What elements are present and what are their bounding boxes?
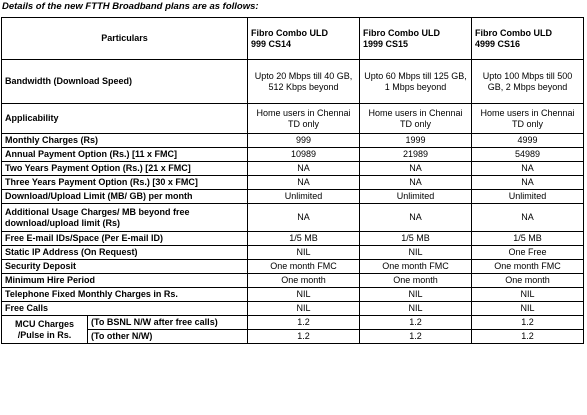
row-value: NA — [472, 176, 584, 190]
mcu-row — [2, 316, 584, 330]
ftth-plans-table — [1, 17, 584, 344]
plan-header-cs15: Fibro Combo ULD 1999 CS15 — [360, 18, 472, 60]
mcu-value: 1.2 — [248, 316, 360, 330]
row-value: NIL — [248, 302, 360, 316]
table-row — [2, 134, 584, 148]
mcu-value: 1.2 — [472, 330, 584, 344]
row-value: One month FMC — [360, 260, 472, 274]
row-label: Free Calls — [2, 302, 248, 316]
row-value: Upto 20 Mbps till 40 GB, 512 Kbps beyond — [248, 60, 360, 104]
row-label: Annual Payment Option (Rs.) [11 x FMC] — [2, 148, 248, 162]
row-value: 4999 — [472, 134, 584, 148]
row-value: NA — [360, 204, 472, 232]
row-value: One month FMC — [248, 260, 360, 274]
row-value: 1999 — [360, 134, 472, 148]
row-value: Home users in Chennai TD only — [248, 104, 360, 134]
mcu-row — [2, 330, 584, 344]
row-value: One month — [248, 274, 360, 288]
row-label: Telephone Fixed Monthly Charges in Rs. — [2, 288, 248, 302]
particulars-header: Particulars — [2, 18, 248, 60]
row-value: 1/5 MB — [360, 232, 472, 246]
row-value: 10989 — [248, 148, 360, 162]
row-value: NA — [248, 176, 360, 190]
row-label: Monthly Charges (Rs) — [2, 134, 248, 148]
table-row — [2, 176, 584, 190]
row-label: Free E-mail IDs/Space (Per E-mail ID) — [2, 232, 248, 246]
row-value: 999 — [248, 134, 360, 148]
table-row — [2, 246, 584, 260]
row-value: Unlimited — [360, 190, 472, 204]
row-value: Unlimited — [248, 190, 360, 204]
row-value: NA — [360, 162, 472, 176]
row-label: Minimum Hire Period — [2, 274, 248, 288]
row-value: NA — [248, 204, 360, 232]
table-row — [2, 162, 584, 176]
plan-header-cs16: Fibro Combo ULD 4999 CS16 — [472, 18, 584, 60]
row-value: NIL — [248, 288, 360, 302]
row-label: Security Deposit — [2, 260, 248, 274]
table-row — [2, 288, 584, 302]
row-label: Applicability — [2, 104, 248, 134]
row-label: Static IP Address (On Request) — [2, 246, 248, 260]
row-value: NA — [360, 176, 472, 190]
mcu-sub-label: (To other N/W) — [88, 330, 248, 344]
row-label: Additional Usage Charges/ MB beyond free download/upload limit (Rs) — [2, 204, 248, 232]
mcu-charges-label: MCU Charges /Pulse in Rs. — [2, 316, 88, 344]
mcu-sub-label: (To BSNL N/W after free calls) — [88, 316, 248, 330]
row-value: NIL — [360, 246, 472, 260]
plan-header-cs14: Fibro Combo ULD 999 CS14 — [248, 18, 360, 60]
table-caption: Details of the new FTTH Broadband plans are as follows: — [2, 1, 259, 12]
row-value: Upto 60 Mbps till 125 GB, 1 Mbps beyond — [360, 60, 472, 104]
table-row — [2, 232, 584, 246]
row-value: NA — [472, 162, 584, 176]
mcu-value: 1.2 — [248, 330, 360, 344]
table-row — [2, 302, 584, 316]
row-label: Three Years Payment Option (Rs.) [30 x FMC] — [2, 176, 248, 190]
row-value: Home users in Chennai TD only — [472, 104, 584, 134]
row-value: NIL — [472, 302, 584, 316]
row-value: One Free — [472, 246, 584, 260]
row-value: 1/5 MB — [248, 232, 360, 246]
row-value: NIL — [248, 246, 360, 260]
row-value: 54989 — [472, 148, 584, 162]
row-value: Home users in Chennai TD only — [360, 104, 472, 134]
header-row — [2, 18, 584, 60]
table-row — [2, 204, 584, 232]
table-row — [2, 60, 584, 104]
row-value: Unlimited — [472, 190, 584, 204]
table-row — [2, 260, 584, 274]
row-value: NIL — [472, 288, 584, 302]
row-label: Two Years Payment Option (Rs.) [21 x FMC] — [2, 162, 248, 176]
table-row — [2, 190, 584, 204]
table-row — [2, 274, 584, 288]
table-row — [2, 148, 584, 162]
row-label: Download/Upload Limit (MB/ GB) per month — [2, 190, 248, 204]
row-value: 1/5 MB — [472, 232, 584, 246]
row-label: Bandwidth (Download Speed) — [2, 60, 248, 104]
row-value: One month FMC — [472, 260, 584, 274]
row-value: One month — [360, 274, 472, 288]
mcu-value: 1.2 — [472, 316, 584, 330]
row-value: NIL — [360, 302, 472, 316]
mcu-value: 1.2 — [360, 316, 472, 330]
row-value: One month — [472, 274, 584, 288]
table-row — [2, 104, 584, 134]
row-value: NA — [248, 162, 360, 176]
row-value: NA — [472, 204, 584, 232]
mcu-value: 1.2 — [360, 330, 472, 344]
row-value: NIL — [360, 288, 472, 302]
row-value: Upto 100 Mbps till 500 GB, 2 Mbps beyond — [472, 60, 584, 104]
row-value: 21989 — [360, 148, 472, 162]
